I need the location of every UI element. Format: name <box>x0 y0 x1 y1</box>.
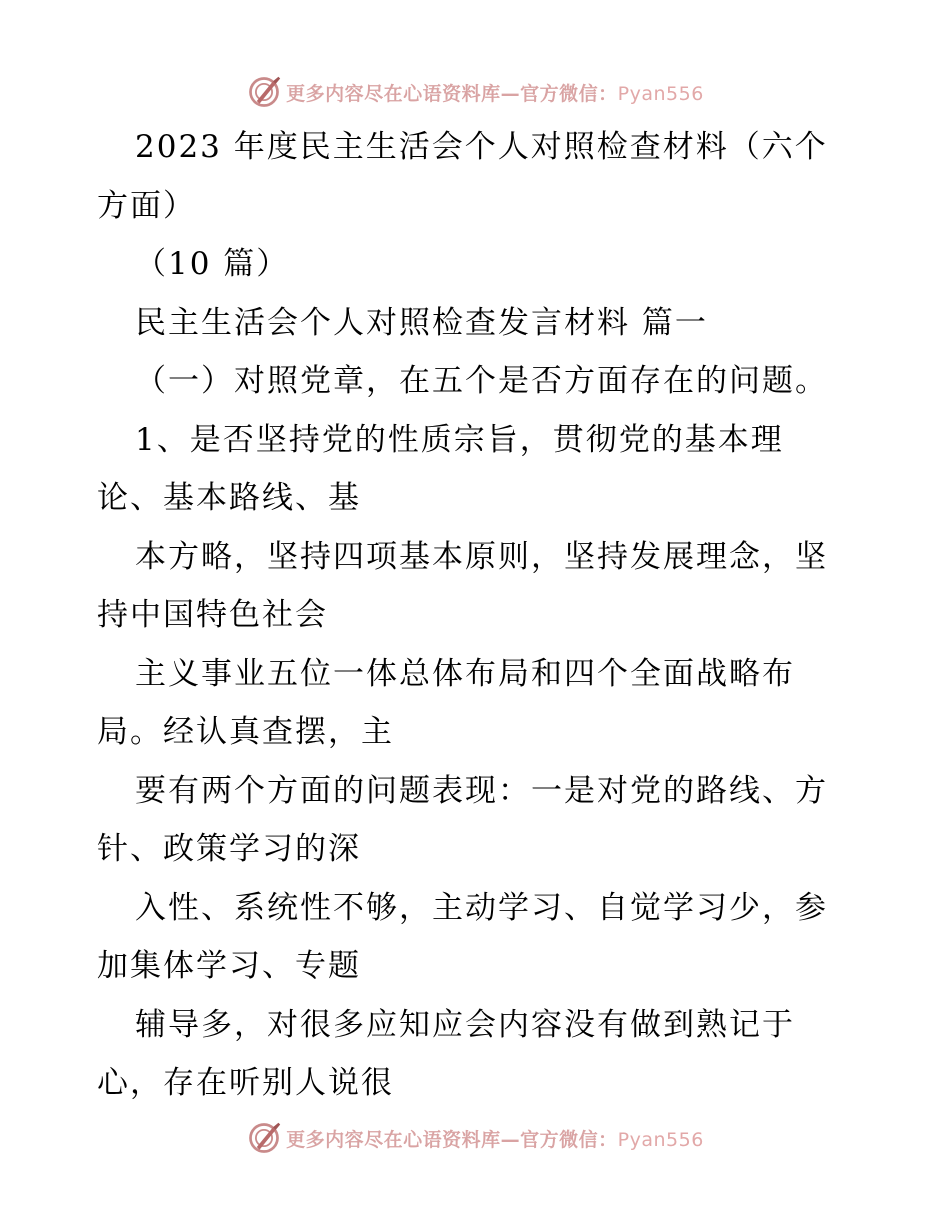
document-line: 局。经认真查摆，主 <box>97 714 394 750</box>
watermark-text <box>286 1125 704 1152</box>
document-line: 方面） <box>97 187 196 224</box>
watermark-header <box>0 72 950 112</box>
watermark-footer <box>0 1118 950 1158</box>
document-line: 针、政策学习的深 <box>97 831 361 867</box>
document-line: 要有两个方面的问题表现：一是对党的路线、方 <box>135 772 828 809</box>
watermark-main: 更多内容尽在心语资料库—官方微信： <box>286 82 618 105</box>
document-line: 持中国特色社会 <box>97 597 328 633</box>
document-line: 民主生活会个人对照检查发言材料 篇一 <box>135 304 708 341</box>
pen-logo-icon <box>246 1120 282 1156</box>
pen-logo-icon <box>246 74 282 110</box>
watermark-wechat-id: Pyan556 <box>617 1128 704 1151</box>
document-line: 心，存在听别人说很 <box>97 1065 394 1101</box>
document-line: 辅导多，对很多应知应会内容没有做到熟记于 <box>135 1006 795 1043</box>
watermark-main: 更多内容尽在心语资料库—官方微信： <box>286 1128 618 1151</box>
document-line: （一）对照党章，在五个是否方面存在的问题。 <box>135 363 828 399</box>
document-line: （10 篇） <box>135 246 290 282</box>
document-line: 1、是否坚持党的性质宗旨，贯彻党的基本理 <box>135 421 784 458</box>
document-line: 入性、系统性不够，主动学习、自觉学习少，参 <box>135 889 828 926</box>
document-line: 本方略，坚持四项基本原则，坚持发展理念，坚 <box>135 538 828 575</box>
document-body <box>97 118 857 1113</box>
document-line: 主义事业五位一体总体布局和四个全面战略布 <box>135 655 795 692</box>
watermark-text <box>286 79 704 106</box>
watermark-wechat-id: Pyan556 <box>617 82 704 105</box>
document-line: 加集体学习、专题 <box>97 948 361 984</box>
document-line: 论、基本路线、基 <box>97 480 361 516</box>
document-line: 2023 年度民主生活会个人对照检查材料（六个 <box>135 129 828 165</box>
